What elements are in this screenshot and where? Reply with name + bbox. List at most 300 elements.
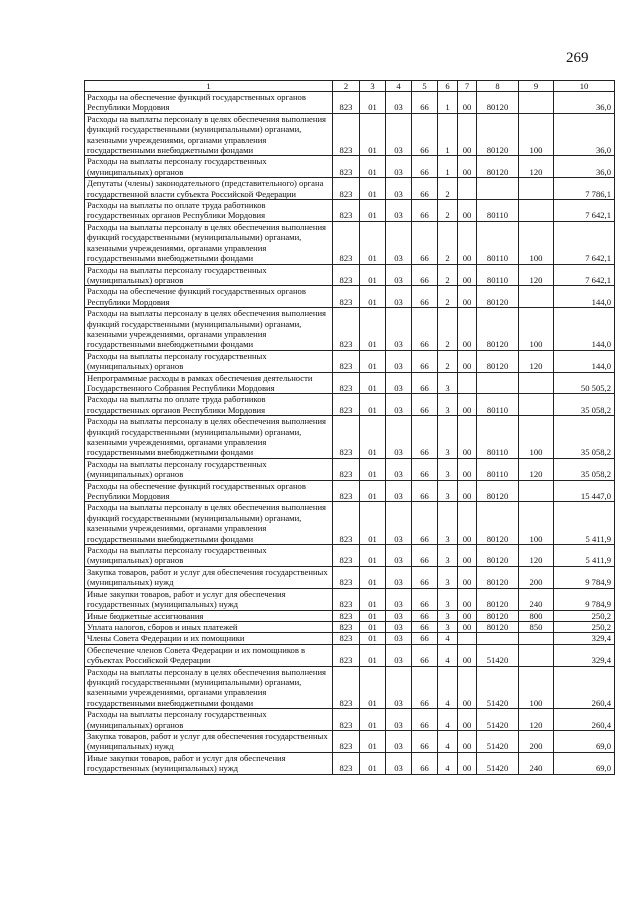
table-row <box>85 633 615 644</box>
code-cell: 100 <box>519 666 554 709</box>
code-cell: 850 <box>519 621 554 632</box>
code-cell: 120 <box>519 545 554 567</box>
code-cell: 66 <box>412 372 438 394</box>
code-cell: 2 <box>438 308 458 351</box>
code-cell: 4 <box>438 633 458 644</box>
code-cell: 3 <box>438 545 458 567</box>
code-cell: 00 <box>458 416 477 459</box>
amount-cell: 69,0 <box>554 730 615 752</box>
code-cell: 01 <box>360 458 386 480</box>
expense-name-cell: Расходы на обеспечение функций государственных органов Республики Мордовия <box>85 92 333 114</box>
code-cell: 3 <box>438 566 458 588</box>
code-cell: 01 <box>360 566 386 588</box>
code-cell: 66 <box>412 621 438 632</box>
code-cell: 800 <box>519 610 554 621</box>
expense-name-cell: Расходы на выплаты персоналу в целях обеспечения выполнения функций государственными (муниципальными) органами, казенными учреждениями, органами управления государственными внебюджетными фондами <box>85 113 333 156</box>
code-cell <box>519 644 554 666</box>
code-cell: 100 <box>519 308 554 351</box>
code-cell: 03 <box>386 350 412 372</box>
expense-name-cell: Расходы на обеспечение функций государственных органов Республики Мордовия <box>85 286 333 308</box>
code-cell: 823 <box>333 221 360 264</box>
code-cell: 100 <box>519 113 554 156</box>
code-cell: 1 <box>438 113 458 156</box>
code-cell: 01 <box>360 730 386 752</box>
amount-cell: 36,0 <box>554 113 615 156</box>
code-cell: 00 <box>458 644 477 666</box>
code-cell: 80120 <box>477 480 519 502</box>
code-cell: 823 <box>333 350 360 372</box>
code-cell: 120 <box>519 156 554 178</box>
expense-name-cell: Расходы на выплаты персоналу в целях обеспечения выполнения функций государственными (муниципальными) органами, казенными учреждениями, органами управления государственными внебюджетными фондами <box>85 308 333 351</box>
code-cell: 03 <box>386 633 412 644</box>
code-cell: 01 <box>360 588 386 610</box>
code-cell: 01 <box>360 621 386 632</box>
code-cell: 51420 <box>477 666 519 709</box>
code-cell: 01 <box>360 644 386 666</box>
code-cell: 66 <box>412 752 438 774</box>
expense-name-cell: Депутаты (члены) законодательного (представительного) органа государственной власти субъекта Российской Федерации <box>85 178 333 200</box>
amount-cell: 35 058,2 <box>554 458 615 480</box>
code-cell: 00 <box>458 480 477 502</box>
code-cell: 3 <box>438 502 458 545</box>
column-header: 7 <box>458 81 477 92</box>
table-row <box>85 621 615 632</box>
code-cell: 823 <box>333 633 360 644</box>
code-cell: 823 <box>333 92 360 114</box>
code-cell: 4 <box>438 709 458 731</box>
code-cell: 03 <box>386 286 412 308</box>
code-cell: 823 <box>333 621 360 632</box>
table-row <box>85 286 615 308</box>
code-cell: 3 <box>438 458 458 480</box>
code-cell: 823 <box>333 264 360 286</box>
code-cell: 03 <box>386 480 412 502</box>
code-cell: 66 <box>412 666 438 709</box>
code-cell: 00 <box>458 221 477 264</box>
code-cell: 03 <box>386 458 412 480</box>
code-cell: 01 <box>360 308 386 351</box>
amount-cell: 329,4 <box>554 644 615 666</box>
code-cell: 3 <box>438 621 458 632</box>
amount-cell: 5 411,9 <box>554 502 615 545</box>
amount-cell: 9 784,9 <box>554 566 615 588</box>
code-cell: 4 <box>438 730 458 752</box>
amount-cell: 329,4 <box>554 633 615 644</box>
code-cell: 00 <box>458 610 477 621</box>
code-cell: 03 <box>386 610 412 621</box>
code-cell: 66 <box>412 308 438 351</box>
code-cell: 66 <box>412 394 438 416</box>
code-cell: 03 <box>386 178 412 200</box>
expense-name-cell: Непрограммные расходы в рамках обеспечения деятельности Государственного Собрания Республики Мордовия <box>85 372 333 394</box>
code-cell: 01 <box>360 286 386 308</box>
code-cell: 823 <box>333 588 360 610</box>
code-cell: 120 <box>519 709 554 731</box>
code-cell: 100 <box>519 502 554 545</box>
table-row <box>85 545 615 567</box>
code-cell: 823 <box>333 178 360 200</box>
amount-cell: 15 447,0 <box>554 480 615 502</box>
code-cell: 80120 <box>477 610 519 621</box>
code-cell: 00 <box>458 730 477 752</box>
code-cell: 80120 <box>477 92 519 114</box>
code-cell: 100 <box>519 221 554 264</box>
code-cell: 66 <box>412 264 438 286</box>
code-cell: 823 <box>333 610 360 621</box>
expense-name-cell: Расходы на выплаты персоналу государственных (муниципальных) органов <box>85 458 333 480</box>
code-cell: 66 <box>412 113 438 156</box>
amount-cell: 250,2 <box>554 621 615 632</box>
code-cell: 01 <box>360 264 386 286</box>
code-cell: 00 <box>458 621 477 632</box>
code-cell: 823 <box>333 394 360 416</box>
amount-cell: 50 505,2 <box>554 372 615 394</box>
code-cell: 03 <box>386 502 412 545</box>
code-cell: 00 <box>458 264 477 286</box>
code-cell: 51420 <box>477 644 519 666</box>
code-cell: 51420 <box>477 730 519 752</box>
code-cell: 2 <box>438 178 458 200</box>
table-row <box>85 752 615 774</box>
code-cell: 01 <box>360 350 386 372</box>
code-cell: 80110 <box>477 394 519 416</box>
code-cell: 66 <box>412 644 438 666</box>
amount-cell: 36,0 <box>554 156 615 178</box>
column-header: 4 <box>386 81 412 92</box>
code-cell: 00 <box>458 588 477 610</box>
code-cell: 823 <box>333 416 360 459</box>
code-cell: 3 <box>438 588 458 610</box>
expense-name-cell: Расходы на выплаты персоналу государственных (муниципальных) органов <box>85 709 333 731</box>
code-cell: 00 <box>458 709 477 731</box>
amount-cell: 36,0 <box>554 92 615 114</box>
table-row <box>85 610 615 621</box>
code-cell: 80110 <box>477 458 519 480</box>
code-cell: 80120 <box>477 113 519 156</box>
column-header: 6 <box>438 81 458 92</box>
code-cell: 03 <box>386 545 412 567</box>
amount-cell: 5 411,9 <box>554 545 615 567</box>
code-cell: 80110 <box>477 264 519 286</box>
expense-name-cell: Расходы на выплаты персоналу в целях обеспечения выполнения функций государственными (муниципальными) органами, казенными учреждениями, органами управления государственными внебюджетными фондами <box>85 221 333 264</box>
code-cell: 3 <box>438 416 458 459</box>
amount-cell: 35 058,2 <box>554 394 615 416</box>
code-cell: 01 <box>360 633 386 644</box>
code-cell: 66 <box>412 286 438 308</box>
code-cell: 00 <box>458 308 477 351</box>
code-cell: 2 <box>438 221 458 264</box>
table-row <box>85 730 615 752</box>
expense-name-cell: Расходы на выплаты по оплате труда работников государственных органов Республики Мордовия <box>85 394 333 416</box>
amount-cell: 260,4 <box>554 666 615 709</box>
code-cell: 03 <box>386 730 412 752</box>
code-cell: 00 <box>458 200 477 222</box>
expense-name-cell: Иные бюджетные ассигнования <box>85 610 333 621</box>
code-cell: 823 <box>333 480 360 502</box>
amount-cell: 35 058,2 <box>554 416 615 459</box>
code-cell: 823 <box>333 286 360 308</box>
code-cell: 2 <box>438 200 458 222</box>
code-cell: 03 <box>386 308 412 351</box>
expense-name-cell: Расходы на выплаты персоналу государственных (муниципальных) органов <box>85 156 333 178</box>
expense-name-cell: Уплата налогов, сборов и иных платежей <box>85 621 333 632</box>
column-header: 8 <box>477 81 519 92</box>
code-cell: 66 <box>412 221 438 264</box>
code-cell <box>519 372 554 394</box>
code-cell: 823 <box>333 372 360 394</box>
code-cell: 3 <box>438 394 458 416</box>
code-cell: 240 <box>519 752 554 774</box>
table-row <box>85 588 615 610</box>
column-header: 9 <box>519 81 554 92</box>
column-header-row <box>85 81 615 92</box>
code-cell: 03 <box>386 372 412 394</box>
expense-name-cell: Закупка товаров, работ и услуг для обеспечения государственных (муниципальных) нужд <box>85 566 333 588</box>
table-row <box>85 264 615 286</box>
code-cell: 01 <box>360 610 386 621</box>
amount-cell: 144,0 <box>554 350 615 372</box>
code-cell: 200 <box>519 566 554 588</box>
table-row <box>85 200 615 222</box>
expense-name-cell: Закупка товаров, работ и услуг для обеспечения государственных (муниципальных) нужд <box>85 730 333 752</box>
table-row <box>85 113 615 156</box>
code-cell <box>477 633 519 644</box>
code-cell: 03 <box>386 200 412 222</box>
code-cell: 03 <box>386 416 412 459</box>
page-number: 269 <box>566 50 589 66</box>
code-cell: 80120 <box>477 566 519 588</box>
code-cell: 00 <box>458 666 477 709</box>
code-cell: 823 <box>333 730 360 752</box>
expense-name-cell: Иные закупки товаров, работ и услуг для обеспечения государственных (муниципальных) нужд <box>85 588 333 610</box>
code-cell: 80110 <box>477 200 519 222</box>
code-cell: 80120 <box>477 545 519 567</box>
code-cell <box>519 92 554 114</box>
code-cell: 51420 <box>477 752 519 774</box>
code-cell: 80120 <box>477 308 519 351</box>
code-cell <box>458 372 477 394</box>
code-cell: 01 <box>360 156 386 178</box>
code-cell: 03 <box>386 566 412 588</box>
expense-name-cell: Расходы на выплаты персоналу государственных (муниципальных) органов <box>85 350 333 372</box>
code-cell <box>519 200 554 222</box>
code-cell: 200 <box>519 730 554 752</box>
code-cell: 03 <box>386 621 412 632</box>
code-cell: 66 <box>412 633 438 644</box>
code-cell: 80110 <box>477 416 519 459</box>
amount-cell: 9 784,9 <box>554 588 615 610</box>
table-row <box>85 566 615 588</box>
code-cell: 66 <box>412 502 438 545</box>
amount-cell: 144,0 <box>554 286 615 308</box>
code-cell: 01 <box>360 480 386 502</box>
code-cell: 00 <box>458 394 477 416</box>
code-cell <box>519 480 554 502</box>
code-cell: 80120 <box>477 588 519 610</box>
table-row <box>85 156 615 178</box>
table-row <box>85 416 615 459</box>
code-cell <box>477 372 519 394</box>
code-cell: 03 <box>386 709 412 731</box>
code-cell <box>477 178 519 200</box>
code-cell: 120 <box>519 458 554 480</box>
amount-cell: 250,2 <box>554 610 615 621</box>
code-cell: 03 <box>386 752 412 774</box>
code-cell: 00 <box>458 752 477 774</box>
code-cell: 66 <box>412 480 438 502</box>
code-cell: 00 <box>458 92 477 114</box>
table-row <box>85 308 615 351</box>
code-cell: 66 <box>412 566 438 588</box>
code-cell: 03 <box>386 156 412 178</box>
code-cell: 66 <box>412 156 438 178</box>
amount-cell: 7 642,1 <box>554 264 615 286</box>
expense-name-cell: Расходы на выплаты персоналу в целях обеспечения выполнения функций государственными (муниципальными) органами, казенными учреждениями, органами управления государственными внебюджетными фондами <box>85 416 333 459</box>
code-cell: 2 <box>438 264 458 286</box>
code-cell: 823 <box>333 200 360 222</box>
expense-name-cell: Обеспечение членов Совета Федерации и их помощников в субъектах Российской Федерации <box>85 644 333 666</box>
code-cell: 03 <box>386 264 412 286</box>
column-header: 5 <box>412 81 438 92</box>
code-cell: 00 <box>458 502 477 545</box>
code-cell: 80120 <box>477 502 519 545</box>
code-cell: 1 <box>438 92 458 114</box>
expense-name-cell: Расходы на выплаты персоналу государственных (муниципальных) органов <box>85 545 333 567</box>
table-row <box>85 350 615 372</box>
code-cell: 823 <box>333 308 360 351</box>
table-row <box>85 92 615 114</box>
code-cell: 3 <box>438 610 458 621</box>
table-row <box>85 458 615 480</box>
code-cell: 3 <box>438 372 458 394</box>
code-cell: 4 <box>438 752 458 774</box>
code-cell: 2 <box>438 286 458 308</box>
amount-cell: 7 642,1 <box>554 200 615 222</box>
code-cell: 00 <box>458 113 477 156</box>
code-cell: 01 <box>360 545 386 567</box>
expense-name-cell: Расходы на выплаты персоналу государственных (муниципальных) органов <box>85 264 333 286</box>
code-cell: 1 <box>438 156 458 178</box>
expense-name-cell: Члены Совета Федерации и их помощники <box>85 633 333 644</box>
expense-name-cell: Иные закупки товаров, работ и услуг для обеспечения государственных (муниципальных) нужд <box>85 752 333 774</box>
code-cell: 80120 <box>477 621 519 632</box>
code-cell <box>458 633 477 644</box>
code-cell: 01 <box>360 92 386 114</box>
amount-cell: 7 642,1 <box>554 221 615 264</box>
code-cell: 66 <box>412 588 438 610</box>
amount-cell: 260,4 <box>554 709 615 731</box>
code-cell: 01 <box>360 394 386 416</box>
code-cell <box>519 394 554 416</box>
code-cell: 66 <box>412 610 438 621</box>
amount-cell: 7 786,1 <box>554 178 615 200</box>
code-cell: 823 <box>333 752 360 774</box>
amount-cell: 69,0 <box>554 752 615 774</box>
code-cell: 66 <box>412 92 438 114</box>
code-cell: 01 <box>360 416 386 459</box>
code-cell: 01 <box>360 666 386 709</box>
code-cell: 80120 <box>477 350 519 372</box>
code-cell: 66 <box>412 416 438 459</box>
code-cell: 80110 <box>477 221 519 264</box>
code-cell: 01 <box>360 200 386 222</box>
code-cell: 01 <box>360 221 386 264</box>
code-cell: 03 <box>386 221 412 264</box>
code-cell: 823 <box>333 666 360 709</box>
code-cell: 100 <box>519 416 554 459</box>
expense-name-cell: Расходы на выплаты персоналу в целях обеспечения выполнения функций государственными (муниципальными) органами, казенными учреждениями, органами управления государственными внебюджетными фондами <box>85 666 333 709</box>
code-cell: 120 <box>519 350 554 372</box>
code-cell: 2 <box>438 350 458 372</box>
code-cell: 66 <box>412 200 438 222</box>
expense-name-cell: Расходы на обеспечение функций государственных органов Республики Мордовия <box>85 480 333 502</box>
budget-table <box>84 80 615 775</box>
column-header: 1 <box>85 81 333 92</box>
code-cell: 00 <box>458 350 477 372</box>
code-cell: 66 <box>412 178 438 200</box>
table-row <box>85 666 615 709</box>
code-cell: 823 <box>333 156 360 178</box>
code-cell: 120 <box>519 264 554 286</box>
amount-cell: 144,0 <box>554 308 615 351</box>
table-row <box>85 372 615 394</box>
code-cell: 823 <box>333 545 360 567</box>
code-cell: 00 <box>458 566 477 588</box>
table-row <box>85 221 615 264</box>
table-row <box>85 709 615 731</box>
code-cell: 823 <box>333 709 360 731</box>
table-body <box>85 92 615 775</box>
code-cell: 01 <box>360 502 386 545</box>
code-cell <box>519 286 554 308</box>
code-cell: 03 <box>386 394 412 416</box>
code-cell: 66 <box>412 350 438 372</box>
code-cell: 240 <box>519 588 554 610</box>
code-cell: 4 <box>438 644 458 666</box>
code-cell: 823 <box>333 113 360 156</box>
code-cell <box>519 633 554 644</box>
table-row <box>85 480 615 502</box>
code-cell: 00 <box>458 286 477 308</box>
code-cell: 01 <box>360 113 386 156</box>
expense-name-cell: Расходы на выплаты персоналу в целях обеспечения выполнения функций государственными (муниципальными) органами, казенными учреждениями, органами управления государственными внебюджетными фондами <box>85 502 333 545</box>
table-row <box>85 502 615 545</box>
code-cell: 823 <box>333 566 360 588</box>
code-cell <box>458 178 477 200</box>
code-cell: 01 <box>360 372 386 394</box>
table-row <box>85 394 615 416</box>
code-cell: 01 <box>360 178 386 200</box>
code-cell: 4 <box>438 666 458 709</box>
column-header: 10 <box>554 81 615 92</box>
code-cell: 80120 <box>477 286 519 308</box>
column-header: 3 <box>360 81 386 92</box>
column-header: 2 <box>333 81 360 92</box>
table-row <box>85 178 615 200</box>
code-cell: 823 <box>333 644 360 666</box>
code-cell: 00 <box>458 458 477 480</box>
code-cell: 03 <box>386 92 412 114</box>
code-cell: 66 <box>412 545 438 567</box>
code-cell: 66 <box>412 709 438 731</box>
code-cell: 3 <box>438 480 458 502</box>
expense-name-cell: Расходы на выплаты по оплате труда работников государственных органов Республики Мордовия <box>85 200 333 222</box>
code-cell: 03 <box>386 644 412 666</box>
code-cell: 66 <box>412 458 438 480</box>
code-cell: 823 <box>333 502 360 545</box>
code-cell: 03 <box>386 113 412 156</box>
code-cell: 80120 <box>477 156 519 178</box>
